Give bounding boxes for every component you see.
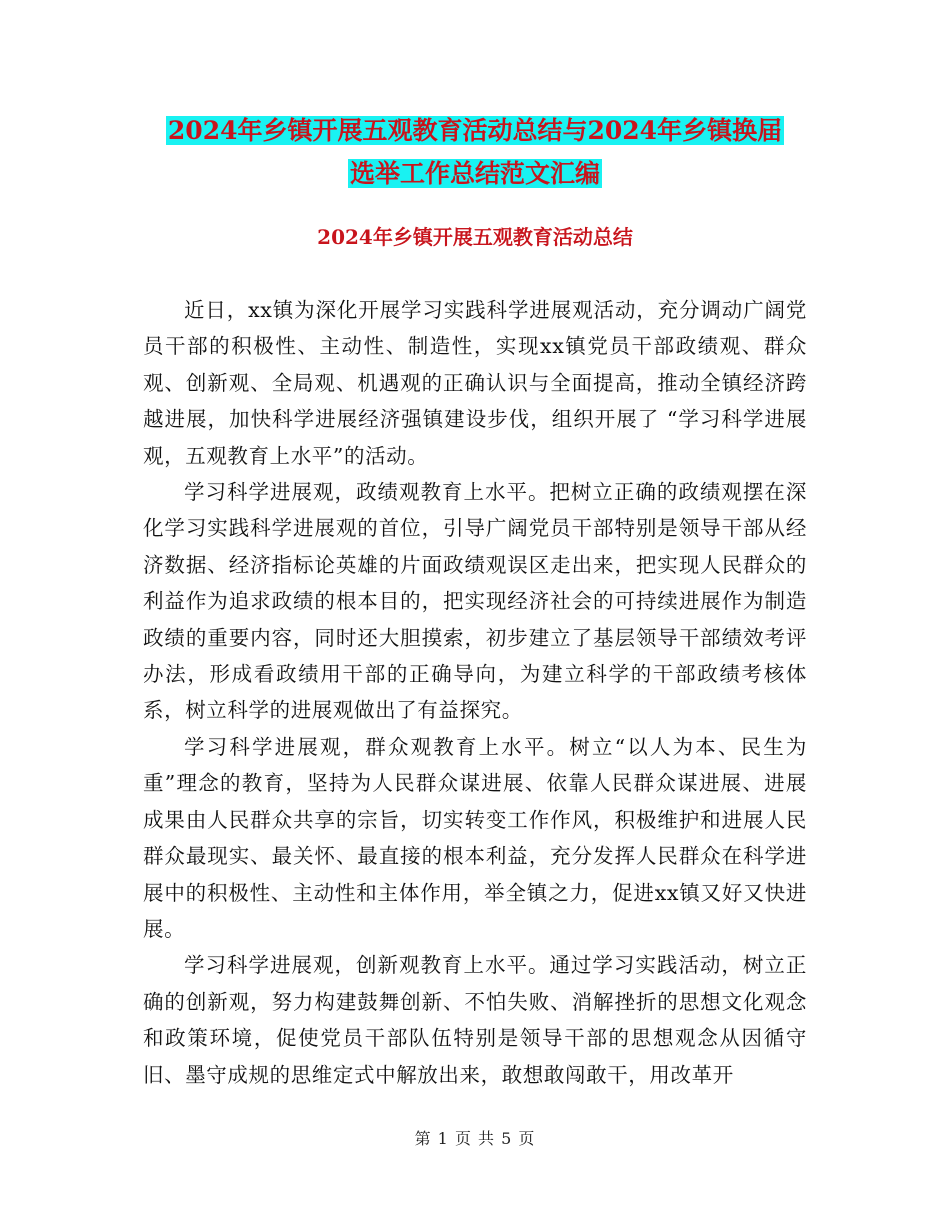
paragraph-2: 学习科学进展观，政绩观教育上水平。把树立正确的政绩观摆在深化学习实践科学进展观的首位，引导广阔党员干部特别是领导干部从经济数据、经济指标论英雄的片面政绩观误区走出来，把实现人民群众的利益作为追求政绩的根本目的，把实现经济社会的可持续进展作为制造政绩的重要内容，同时还大胆摸索，初步建立了基层领导干部绩效考评办法，形成看政绩用干部的正确导向，为建立科学的干部政绩考核体系，树立科学的进展观做出了有益探究。 [143, 480, 807, 723]
paragraph-3: 学习科学进展观，群众观教育上水平。树立“以人为本、民生为重”理念的教育，坚持为人民群众谋进展、依靠人民群众谋进展、进展成果由人民群众共享的宗旨，切实转变工作作风，积极维护和进展人民群众最现实、最关怀、最直接的根本利益，充分发挥人民群众在科学进展中的积极性、主动性和主体作用，举全镇之力，促进xx镇又好又快进展。 [143, 734, 807, 941]
document-title-line-1: 2024年乡镇开展五观教育活动总结与2024年乡镇换届 [167, 116, 783, 145]
document-title-line-2: 选举工作总结范文汇编 [349, 159, 600, 188]
paragraph-1: 近日，xx镇为深化开展学习实践科学进展观活动，充分调动广阔党员干部的积极性、主动性、制造性，实现xx镇党员干部政绩观、群众观、创新观、全局观、机遇观的正确认识与全面提高，推动全镇经济跨越进展，加快科学进展经济强镇建设步伐，组织开展了 “学习科学进展观，五观教育上水平”的活动。 [143, 298, 807, 468]
section-title: 2024年乡镇开展五观教育活动总结 [317, 225, 633, 249]
page-number-footer: 第 1 页 共 5 页 [414, 1129, 536, 1148]
document-body [143, 292, 807, 1093]
paragraph-4: 学习科学进展观，创新观教育上水平。通过学习实践活动，树立正确的创新观，努力构建鼓舞创新、不怕失败、消解挫折的思想文化观念和政策环境，促使党员干部队伍特别是领导干部的思想观念从因循守旧、墨守成规的思维定式中解放出来，敢想敢闯敢干，用改革开 [143, 953, 807, 1087]
